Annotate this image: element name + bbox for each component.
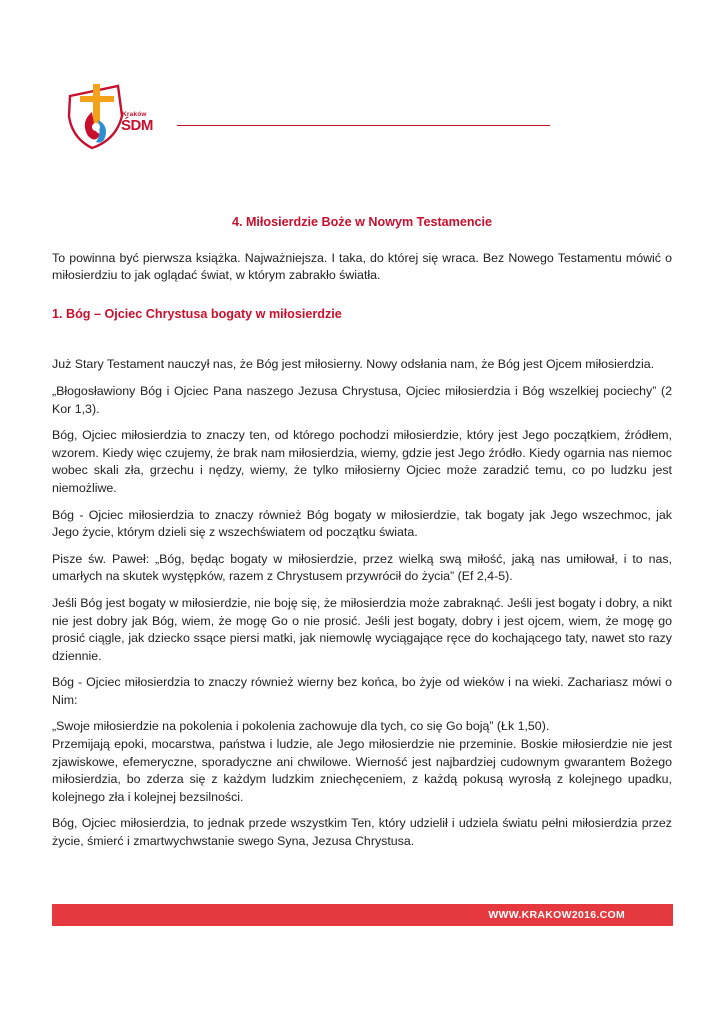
header-divider [177, 125, 550, 126]
section-heading: 1. Bóg – Ojciec Chrystusa bogaty w miłosierdzie [52, 306, 342, 321]
logo-city-text: Kraków [122, 111, 147, 118]
body-paragraph: Bóg - Ojciec miłosierdzia to znaczy również wierny bez końca, bo żyje od wieków i na wieki. Zachariasz mówi o Nim: [52, 675, 672, 707]
quote-paragraph: „Błogosławiony Bóg i Ojciec Pana naszego Jezusa Chrystusa, Ojciec miłosierdzia i Bóg wszelkiej pociechy” (2 Kor 1,3). [52, 383, 672, 416]
footer-bar [52, 904, 673, 926]
body-paragraph: Bóg, Ojciec miłosierdzia, to jednak przede wszystkim Ten, który udzielił i udziela światu pełni miłosierdzia przez życie, śmierć i zmartwychwstanie swego Syna, Jezusa Chrystusa. [52, 816, 672, 849]
document-title: 4. Miłosierdzie Boże w Nowym Testamencie [231, 215, 493, 229]
body-paragraph: Bóg, Ojciec miłosierdzia to znaczy ten, od którego pochodzi miłosierdzie, który jest Jego początkiem, źródłem, wzorem. Kiedy więc czujemy, że brak nam miłosierdzia, wiemy, gdzie jest Jego źródło. Kiedy ogarnia nas niemoc wobec skali zła, grzechu i nędzy, wiemy, że tylko miłosierny Ojciec może zaradzić temu, co po ludzku jest niemożliwe. [52, 428, 672, 495]
sdm-emblem-icon [66, 82, 176, 150]
sdm-logo [66, 82, 176, 150]
body-paragraph: Jeśli Bóg jest bogaty w miłosierdzie, nie boję się, że miłosierdzia może zabraknąć. Jeśli jest bogaty i dobry, a nikt nie jest dobry jak Bóg, wiem, że mogę Go o nie prosić. Jeśli jest bogaty, dobry i jest ojcem, wiem, że mogę go prosić ciągle, jak dziecko ssące piersi matki, jak niemowlę wyciągające ręce do kochającego taty, nawet sto razy dziennie. [52, 595, 672, 663]
body-paragraph: Pisze św. Paweł: „Bóg, będąc bogaty w miłosierdzie, przez wielką swą miłość, jaką nas umiłował, i to nas, umarłych na skutek występków, razem z Chrystusem przywrócił do życia” (Ef 2,4-5). [52, 551, 672, 584]
footer-website-link[interactable]: WWW.KRAKOW2016.COM [488, 909, 625, 921]
body-paragraph: Już Stary Testament nauczył nas, że Bóg jest miłosierny. Nowy odsłania nam, że Bóg jest Ojcem miłosierdzia. [52, 357, 655, 372]
intro-paragraph: To powinna być pierwsza książka. Najważniejsza. I taka, do której się wraca. Bez Nowego Testamentu mówić o miłosierdziu to jak oglądać świat, w którym zabrakło światła. [52, 250, 672, 283]
quote-paragraph: „Swoje miłosierdzie na pokolenia i pokolenia zachowuje dla tych, co się Go boją” (Łk 1,50). [52, 719, 550, 734]
body-paragraph: Bóg - Ojciec miłosierdzia to znaczy również Bóg bogaty w miłosierdzie, tak bogaty jak Jego wszechmoc, jak Jego życie, którym dzieli się z wszechświatem od początku świata. [52, 507, 672, 540]
body-paragraph: Przemijają epoki, mocarstwa, państwa i ludzie, ale Jego miłosierdzie nie przeminie. Boskie miłosierdzie nie jest zjawiskowe, efemeryczne, sporadyczne ani chwilowe. Wierność jest najbardziej cudownym gwarantem Bożego miłosierdzia, bo zderza się z każdym ludzkim zniechęceniem, z każdą pokusą wyrosłą z kolejnego upadku, kolejnego zła i kolejnej bezsilności. [52, 737, 672, 804]
logo-name-text: ŚDM [121, 117, 153, 134]
document-body [52, 214, 672, 860]
